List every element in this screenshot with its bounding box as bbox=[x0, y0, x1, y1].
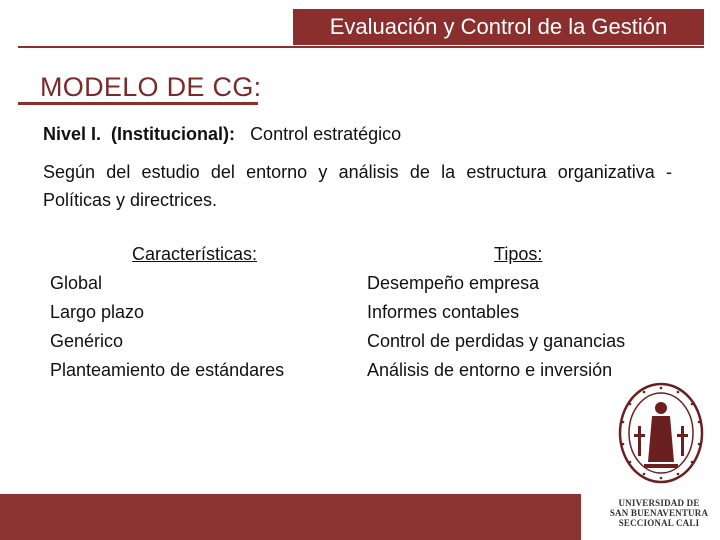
level-description: Según del estudio del entorno y análisis de la estructura organizativa - Políticas y directrices. bbox=[43, 162, 672, 210]
types-title: Tipos: bbox=[494, 244, 543, 264]
type-item: Informes contables bbox=[367, 302, 520, 322]
university-name-line: SAN BUENAVENTURA bbox=[609, 508, 709, 518]
section-title-underline bbox=[18, 102, 258, 105]
footer-bar bbox=[0, 494, 581, 540]
characteristic-item: Global bbox=[50, 273, 103, 293]
characteristics-column bbox=[50, 240, 350, 385]
header-divider bbox=[18, 46, 704, 48]
characteristic-item: Planteamiento de estándares bbox=[50, 360, 285, 380]
section-title: MODELO DE CG: bbox=[40, 72, 262, 102]
type-item: Desempeño empresa bbox=[367, 273, 540, 293]
type-item: Análisis de entorno e inversión bbox=[367, 360, 613, 380]
level-scope: (Institucional): bbox=[111, 124, 236, 144]
university-name-line: UNIVERSIDAD DE bbox=[618, 498, 700, 508]
level-heading bbox=[43, 124, 401, 145]
header-title-bar bbox=[293, 9, 704, 45]
university-name bbox=[604, 498, 714, 528]
level-label: Nivel I. bbox=[43, 124, 102, 144]
characteristic-item: Genérico bbox=[50, 331, 124, 351]
level-control: Control estratégico bbox=[250, 124, 402, 144]
type-item: Control de perdidas y ganancias bbox=[367, 331, 626, 351]
characteristic-item: Largo plazo bbox=[50, 302, 145, 322]
university-seal-logo bbox=[618, 382, 704, 484]
university-name-line: SECCIONAL CALI bbox=[618, 518, 700, 528]
characteristics-title: Características: bbox=[132, 244, 258, 264]
header-title: Evaluación y Control de la Gestión bbox=[329, 14, 668, 39]
types-column bbox=[367, 240, 697, 385]
